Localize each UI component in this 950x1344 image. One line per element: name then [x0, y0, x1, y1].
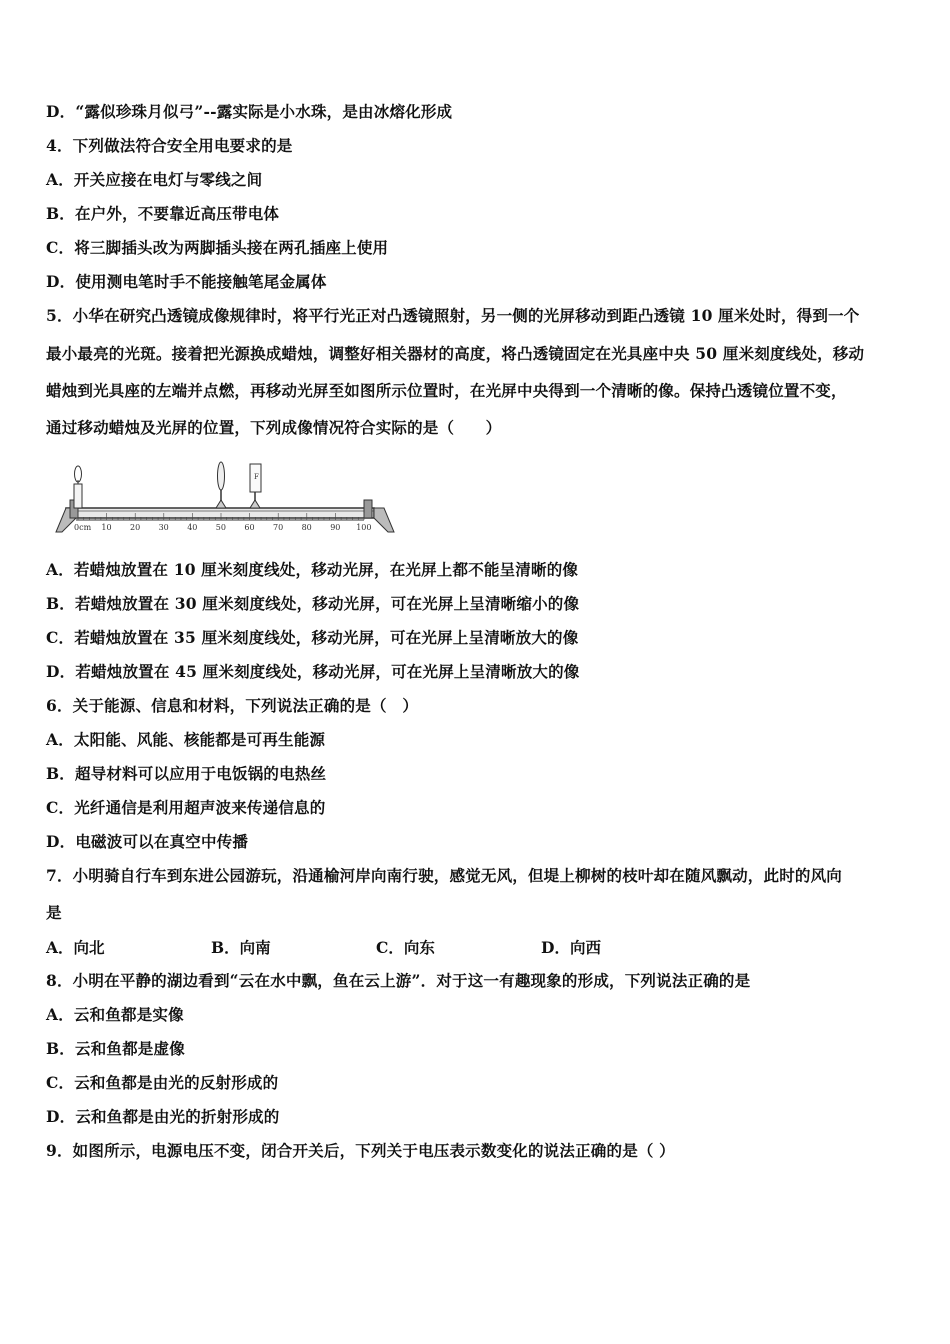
scale-tick-label: 20: [130, 523, 141, 532]
scale-tick-label: 50: [215, 523, 226, 532]
scale-tick-label: 70: [273, 523, 284, 532]
scale-tick-label: 60: [244, 523, 255, 532]
question-5-stem-line-2: 最小最亮的光斑。接着把光源换成蜡烛，调整好相关器材的高度，将凸透镜固定在光具座中央 50 厘米刻度线处，移动: [46, 344, 865, 363]
question-4-option-d: D．使用测电笔时手不能接触笔尾金属体: [46, 272, 327, 291]
question-5-stem-line-4: 通过移动蜡烛及光屏的位置，下列成像情况符合实际的是（ ）: [46, 418, 502, 437]
question-4-option-c: C．将三脚插头改为两脚插头接在两孔插座上使用: [46, 238, 389, 257]
question-7-option-b: B．向南: [211, 938, 271, 957]
question-7-option-a: A．向北: [46, 938, 105, 957]
scale-tick-label: 40: [187, 523, 198, 532]
question-6-option-a: A．太阳能、风能、核能都是可再生能源: [46, 730, 326, 749]
question-5-stem-line-3: 蜡烛到光具座的左端并点燃，再移动光屏至如图所示位置时，在光屏中央得到一个清晰的像。保持凸透镜位置不变，: [46, 381, 847, 400]
question-8-option-b: B．云和鱼都是虚像: [46, 1039, 185, 1058]
candle-body: [74, 484, 82, 508]
question-7-options: [46, 936, 916, 958]
question-9-stem: 9．如图所示，电源电压不变，闭合开关后，下列关于电压表示数变化的说法正确的是（ ）: [46, 1141, 675, 1160]
question-7-option-d: D．向西: [541, 938, 601, 957]
candle-flame-icon: [75, 466, 82, 482]
question-7-option-c: C．向东: [376, 938, 435, 957]
candle: [74, 466, 82, 508]
question-7-stem-line-2: 是: [46, 903, 62, 922]
question-8-stem: 8．小明在平静的湖边看到“云在水中飘，鱼在云上游”．对于这一有趣现象的形成，下列说法正确的是: [46, 971, 751, 990]
question-4-option-b: B．在户外，不要靠近高压带电体: [46, 204, 280, 223]
question-6-option-b: B．超导材料可以应用于电饭锅的电热丝: [46, 764, 327, 783]
screen-holder: [250, 500, 260, 508]
question-7-stem-line-1: 7．小明骑自行车到东进公园游玩，沿通榆河岸向南行驶，感觉无风，但堤上柳树的枝叶却在随风飘动，此时的风向: [46, 866, 842, 885]
question-3-option-d: D．“露似珍珠月似弓”--露实际是小水珠，是由冰熔化形成: [46, 102, 453, 121]
bench-right-leg: [374, 508, 394, 532]
scale-tick-label: 80: [301, 523, 312, 532]
scale-tick-label: 100: [356, 523, 372, 532]
question-6-option-c: C．光纤通信是利用超声波来传递信息的: [46, 798, 326, 817]
scale-tick-labels: [74, 523, 371, 532]
lens-icon: [218, 462, 225, 490]
scale-tick-label: 10: [101, 523, 112, 532]
question-5-stem-line-1: 5．小华在研究凸透镜成像规律时，将平行光正对凸透镜照射，另一侧的光屏移动到距凸透镜 10 厘米处时，得到一个: [46, 306, 860, 325]
bench-right-stop: [364, 500, 372, 518]
question-4-stem: 4．下列做法符合安全用电要求的是: [46, 136, 293, 155]
question-5-option-b: B．若蜡烛放置在 30 厘米刻度线处，移动光屏，可在光屏上呈清晰缩小的像: [46, 594, 580, 613]
scale-tick-label: 30: [158, 523, 169, 532]
question-5-option-a: A．若蜡烛放置在 10 厘米刻度线处，移动光屏，在光屏上都不能呈清晰的像: [46, 560, 579, 579]
question-6-stem: 6．关于能源、信息和材料，下列说法正确的是（ ）: [46, 696, 419, 715]
bench-rail: [66, 508, 374, 518]
optical-bench-figure: [46, 458, 396, 538]
question-4-option-a: A．开关应接在电灯与零线之间: [46, 170, 263, 189]
question-5-option-c: C．若蜡烛放置在 35 厘米刻度线处，移动光屏，可在光屏上呈清晰放大的像: [46, 628, 579, 647]
question-8-option-d: D．云和鱼都是由光的折射形成的: [46, 1107, 280, 1126]
question-8-option-c: C．云和鱼都是由光的反射形成的: [46, 1073, 279, 1092]
question-8-option-a: A．云和鱼都是实像: [46, 1005, 184, 1024]
question-5-option-d: D．若蜡烛放置在 45 厘米刻度线处，移动光屏，可在光屏上呈清晰放大的像: [46, 662, 580, 681]
question-6-option-d: D．电磁波可以在真空中传播: [46, 832, 249, 851]
screen-image-label: F: [254, 473, 259, 481]
convex-lens: [216, 462, 226, 508]
scale-tick-label: 90: [330, 523, 341, 532]
lens-holder: [216, 500, 226, 508]
light-screen: [250, 464, 261, 508]
scale-tick-label: 0cm: [74, 523, 92, 532]
